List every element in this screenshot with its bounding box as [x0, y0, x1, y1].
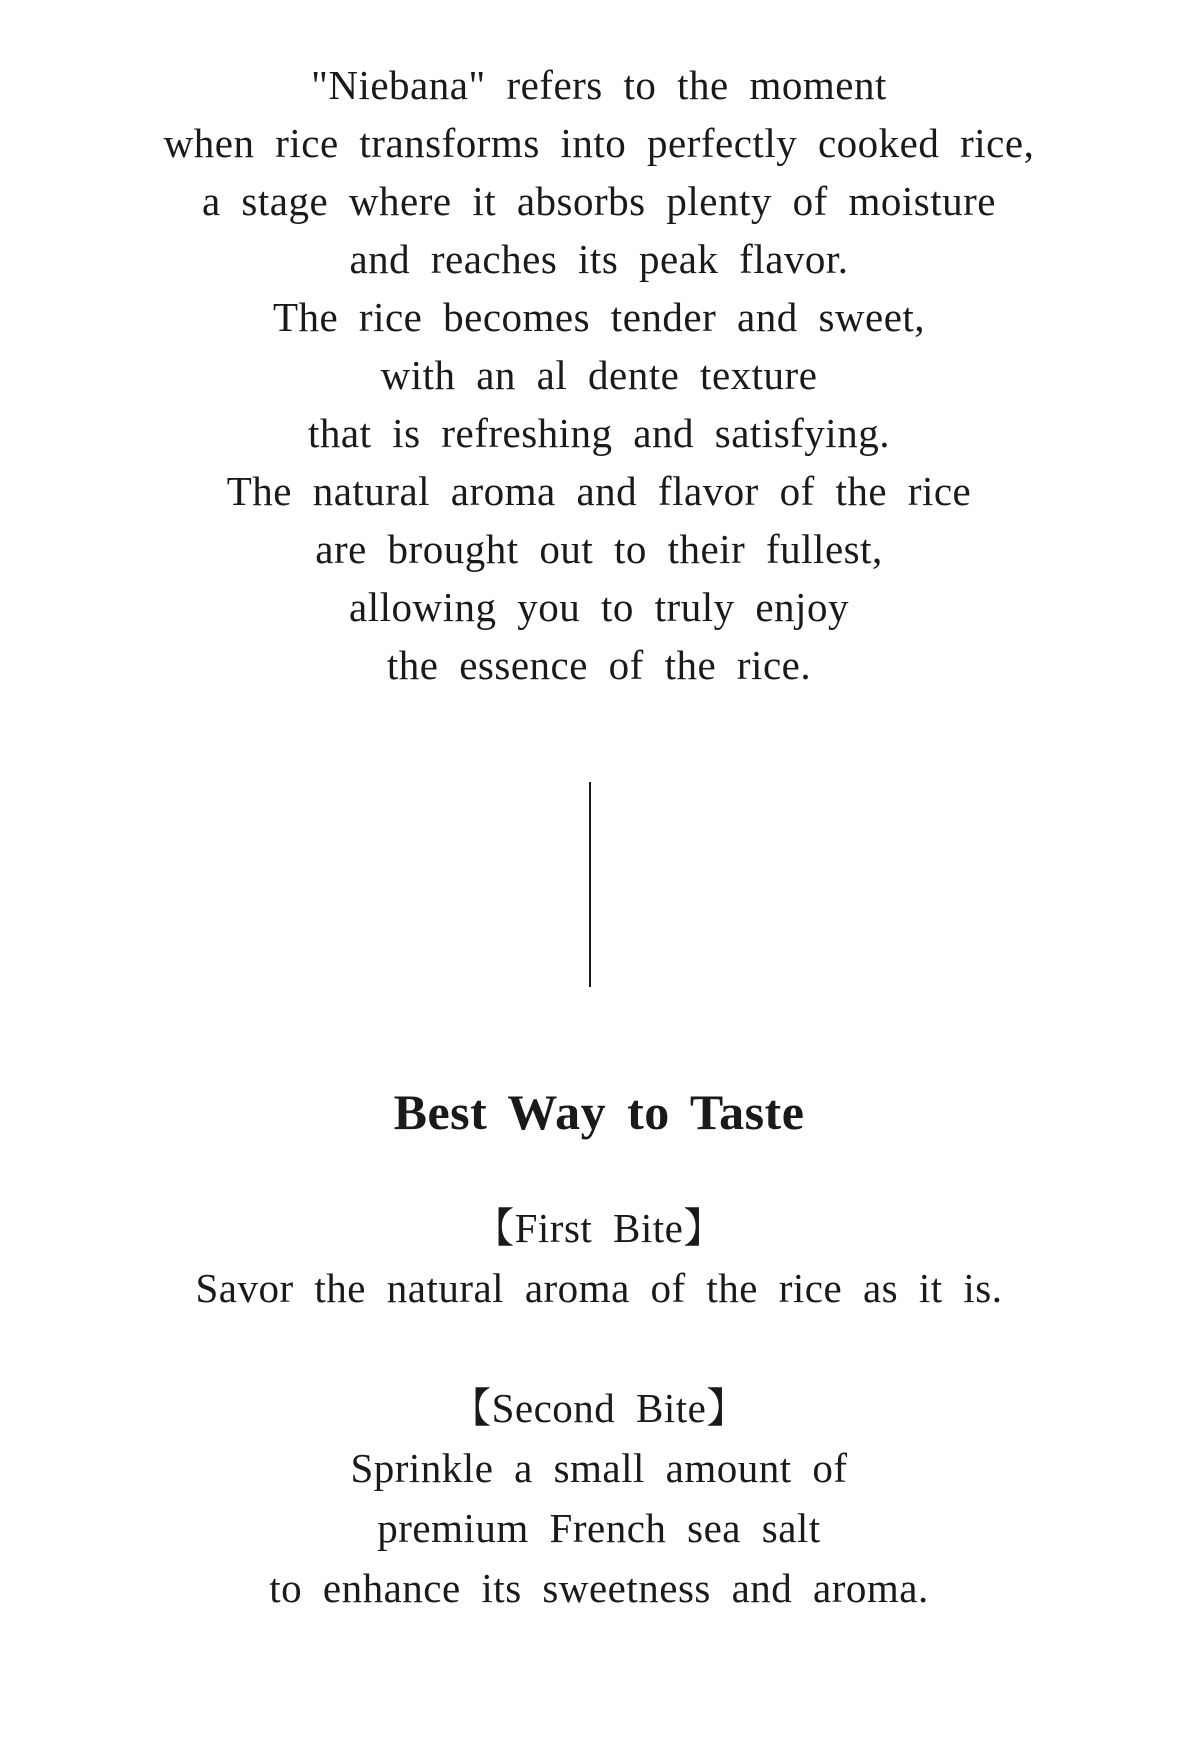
first-bite-heading: 【First Bite】	[473, 1205, 725, 1251]
intro-line: The natural aroma and flavor of the rice	[226, 468, 972, 514]
vertical-divider	[589, 782, 591, 987]
intro-line: "Niebana" refers to the moment	[311, 62, 887, 108]
section-title: Best Way to Taste	[393, 1084, 805, 1140]
intro-line: a stage where it absorbs plenty of moisture	[201, 178, 996, 224]
intro-line: and reaches its peak flavor.	[349, 236, 849, 282]
second-bite-line: Sprinkle a small amount of	[350, 1445, 848, 1491]
second-bite-line: premium French sea salt	[377, 1505, 821, 1551]
intro-line: the essence of the rice.	[386, 642, 812, 688]
first-bite-line: Savor the natural aroma of the rice as it is.	[195, 1265, 1003, 1311]
intro-line: when rice transforms into perfectly cooked rice,	[163, 120, 1035, 166]
intro-line: allowing you to truly enjoy	[349, 584, 849, 630]
intro-line: are brought out to their fullest,	[315, 526, 883, 572]
intro-line: with an al dente texture	[380, 352, 818, 398]
second-bite-line: to enhance its sweetness and aroma.	[269, 1565, 929, 1611]
intro-paragraph	[0, 56, 1198, 694]
second-bite-heading: 【Second Bite】	[450, 1385, 748, 1431]
second-bite-block	[0, 1378, 1198, 1618]
first-bite-block	[0, 1198, 1198, 1318]
intro-line: The rice becomes tender and sweet,	[272, 294, 926, 340]
intro-line: that is refreshing and satisfying.	[308, 410, 890, 456]
